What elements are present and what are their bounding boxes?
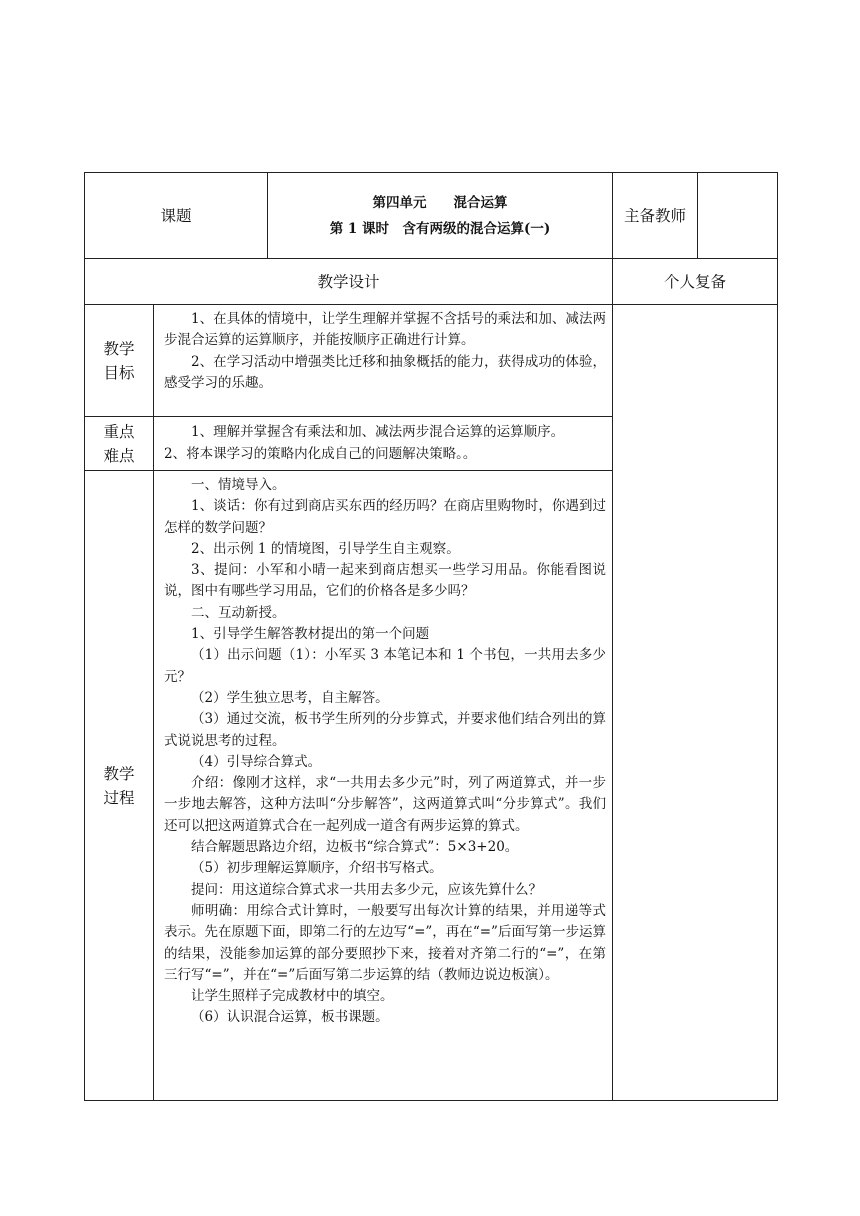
process-paragraph: （2）学生独立思考，自主解答。 xyxy=(191,689,389,706)
process-paragraph: 一、情境导入。 xyxy=(191,477,286,493)
process-paragraph: 师明确：用综合式计算时，一般要写出每次计算的结果，并用递等式表示。先在原题下面，即第二行的左边写“=”，再在“=”后面写第一步运算的结果，没能参加运算的部分要照抄下来，接着对齐第二行的“=”，在第三行写“=”，并在“=”后面写第二步运算的结（教师边说边板演）。 xyxy=(164,902,607,983)
keypoint-line: 2、将本课学习的策略内化成自己的问题解决策略。。 xyxy=(164,445,477,462)
lesson-title: 第 1 课时 含有两级的混合运算(一) xyxy=(329,220,551,237)
process-paragraph: 结合解题思路边介绍，边板书“综合算式”：5×3+20。 xyxy=(191,839,519,856)
process-paragraph: 1、引导学生解答教材提出的第一个问题 xyxy=(191,626,430,643)
objectives-label-line2: 目标 xyxy=(103,363,135,382)
process-paragraph: （3）通过交流，板书学生所列的分步算式，并要求他们结合列出的算式说说思考的过程。 xyxy=(164,711,607,749)
process-paragraph: （6）认识混合运算，板书课题。 xyxy=(191,1009,389,1026)
objectives-label xyxy=(85,305,154,417)
process-label-line1: 教学 xyxy=(103,764,135,783)
unit-title: 第四单元 混合运算 xyxy=(372,194,508,211)
keypoints-label-line2: 难点 xyxy=(103,446,135,465)
process-paragraph: 让学生照样子完成教材中的填空。 xyxy=(191,988,394,1005)
process-paragraph: 介绍：像刚才这样，求“一共用去多少元”时，列了两道算式，并一步一步地去解答，这种方法叫“分步解答”，这两道算式叫“分步算式”。我们还可以把这两道算式合在一起列成一道含有两步运算的算式。 xyxy=(164,775,607,834)
design-header: 教学设计 xyxy=(85,259,613,305)
process-paragraph: （5）初步理解运算顺序，介绍书写格式。 xyxy=(191,860,443,877)
process-paragraph: （1）出示问题（1）：小军买 3 本笔记本和 1 个书包，一共用去多少元？ xyxy=(164,647,607,685)
process-paragraph: 提问：用这道综合算式求一共用去多少元，应该先算什么？ xyxy=(191,881,542,898)
personal-notes-cell xyxy=(613,305,778,1101)
personal-header: 个人复备 xyxy=(613,259,778,305)
process-content xyxy=(154,471,613,1101)
lesson-plan-table xyxy=(84,172,778,1101)
process-label xyxy=(85,471,154,1101)
objectives-label-line1: 教学 xyxy=(103,339,135,358)
keypoints-content xyxy=(154,417,613,471)
lesson-title-cell xyxy=(268,173,613,259)
topic-label: 课题 xyxy=(85,173,268,259)
keypoint-line: 1、理解并掌握含有乘法和加、减法两步混合运算的运算顺序。 xyxy=(191,424,565,441)
process-label-line2: 过程 xyxy=(103,788,135,807)
objective-line: 2、在学习活动中增强类比迁移和抽象概括的能力，获得成功的体验，感受学习的乐趣。 xyxy=(164,353,607,391)
keypoints-label xyxy=(85,417,154,471)
process-paragraph: 3、提问：小军和小晴一起来到商店想买一些学习用品。你能看图说说，图中有哪些学习用品，它们的价格各是多少吗？ xyxy=(164,562,607,600)
process-paragraph: 1、谈话：你有过到商店买东西的经历吗？在商店里购物时，你遇到过怎样的数学问题？ xyxy=(164,498,607,536)
keypoints-label-line1: 重点 xyxy=(103,422,135,441)
teacher-label: 主备教师 xyxy=(613,173,698,259)
process-paragraph: 2、出示例 1 的情境图，引导学生自主观察。 xyxy=(191,540,460,557)
process-paragraph: 二、互动新授。 xyxy=(191,604,286,621)
teacher-value xyxy=(698,173,778,259)
objectives-content xyxy=(154,305,613,417)
process-paragraph: （4）引导综合算式。 xyxy=(191,753,322,770)
objective-line: 1、在具体的情境中，让学生理解并掌握不含括号的乘法和加、减法两步混合运算的运算顺序，并能按顺序正确进行计算。 xyxy=(164,311,607,349)
